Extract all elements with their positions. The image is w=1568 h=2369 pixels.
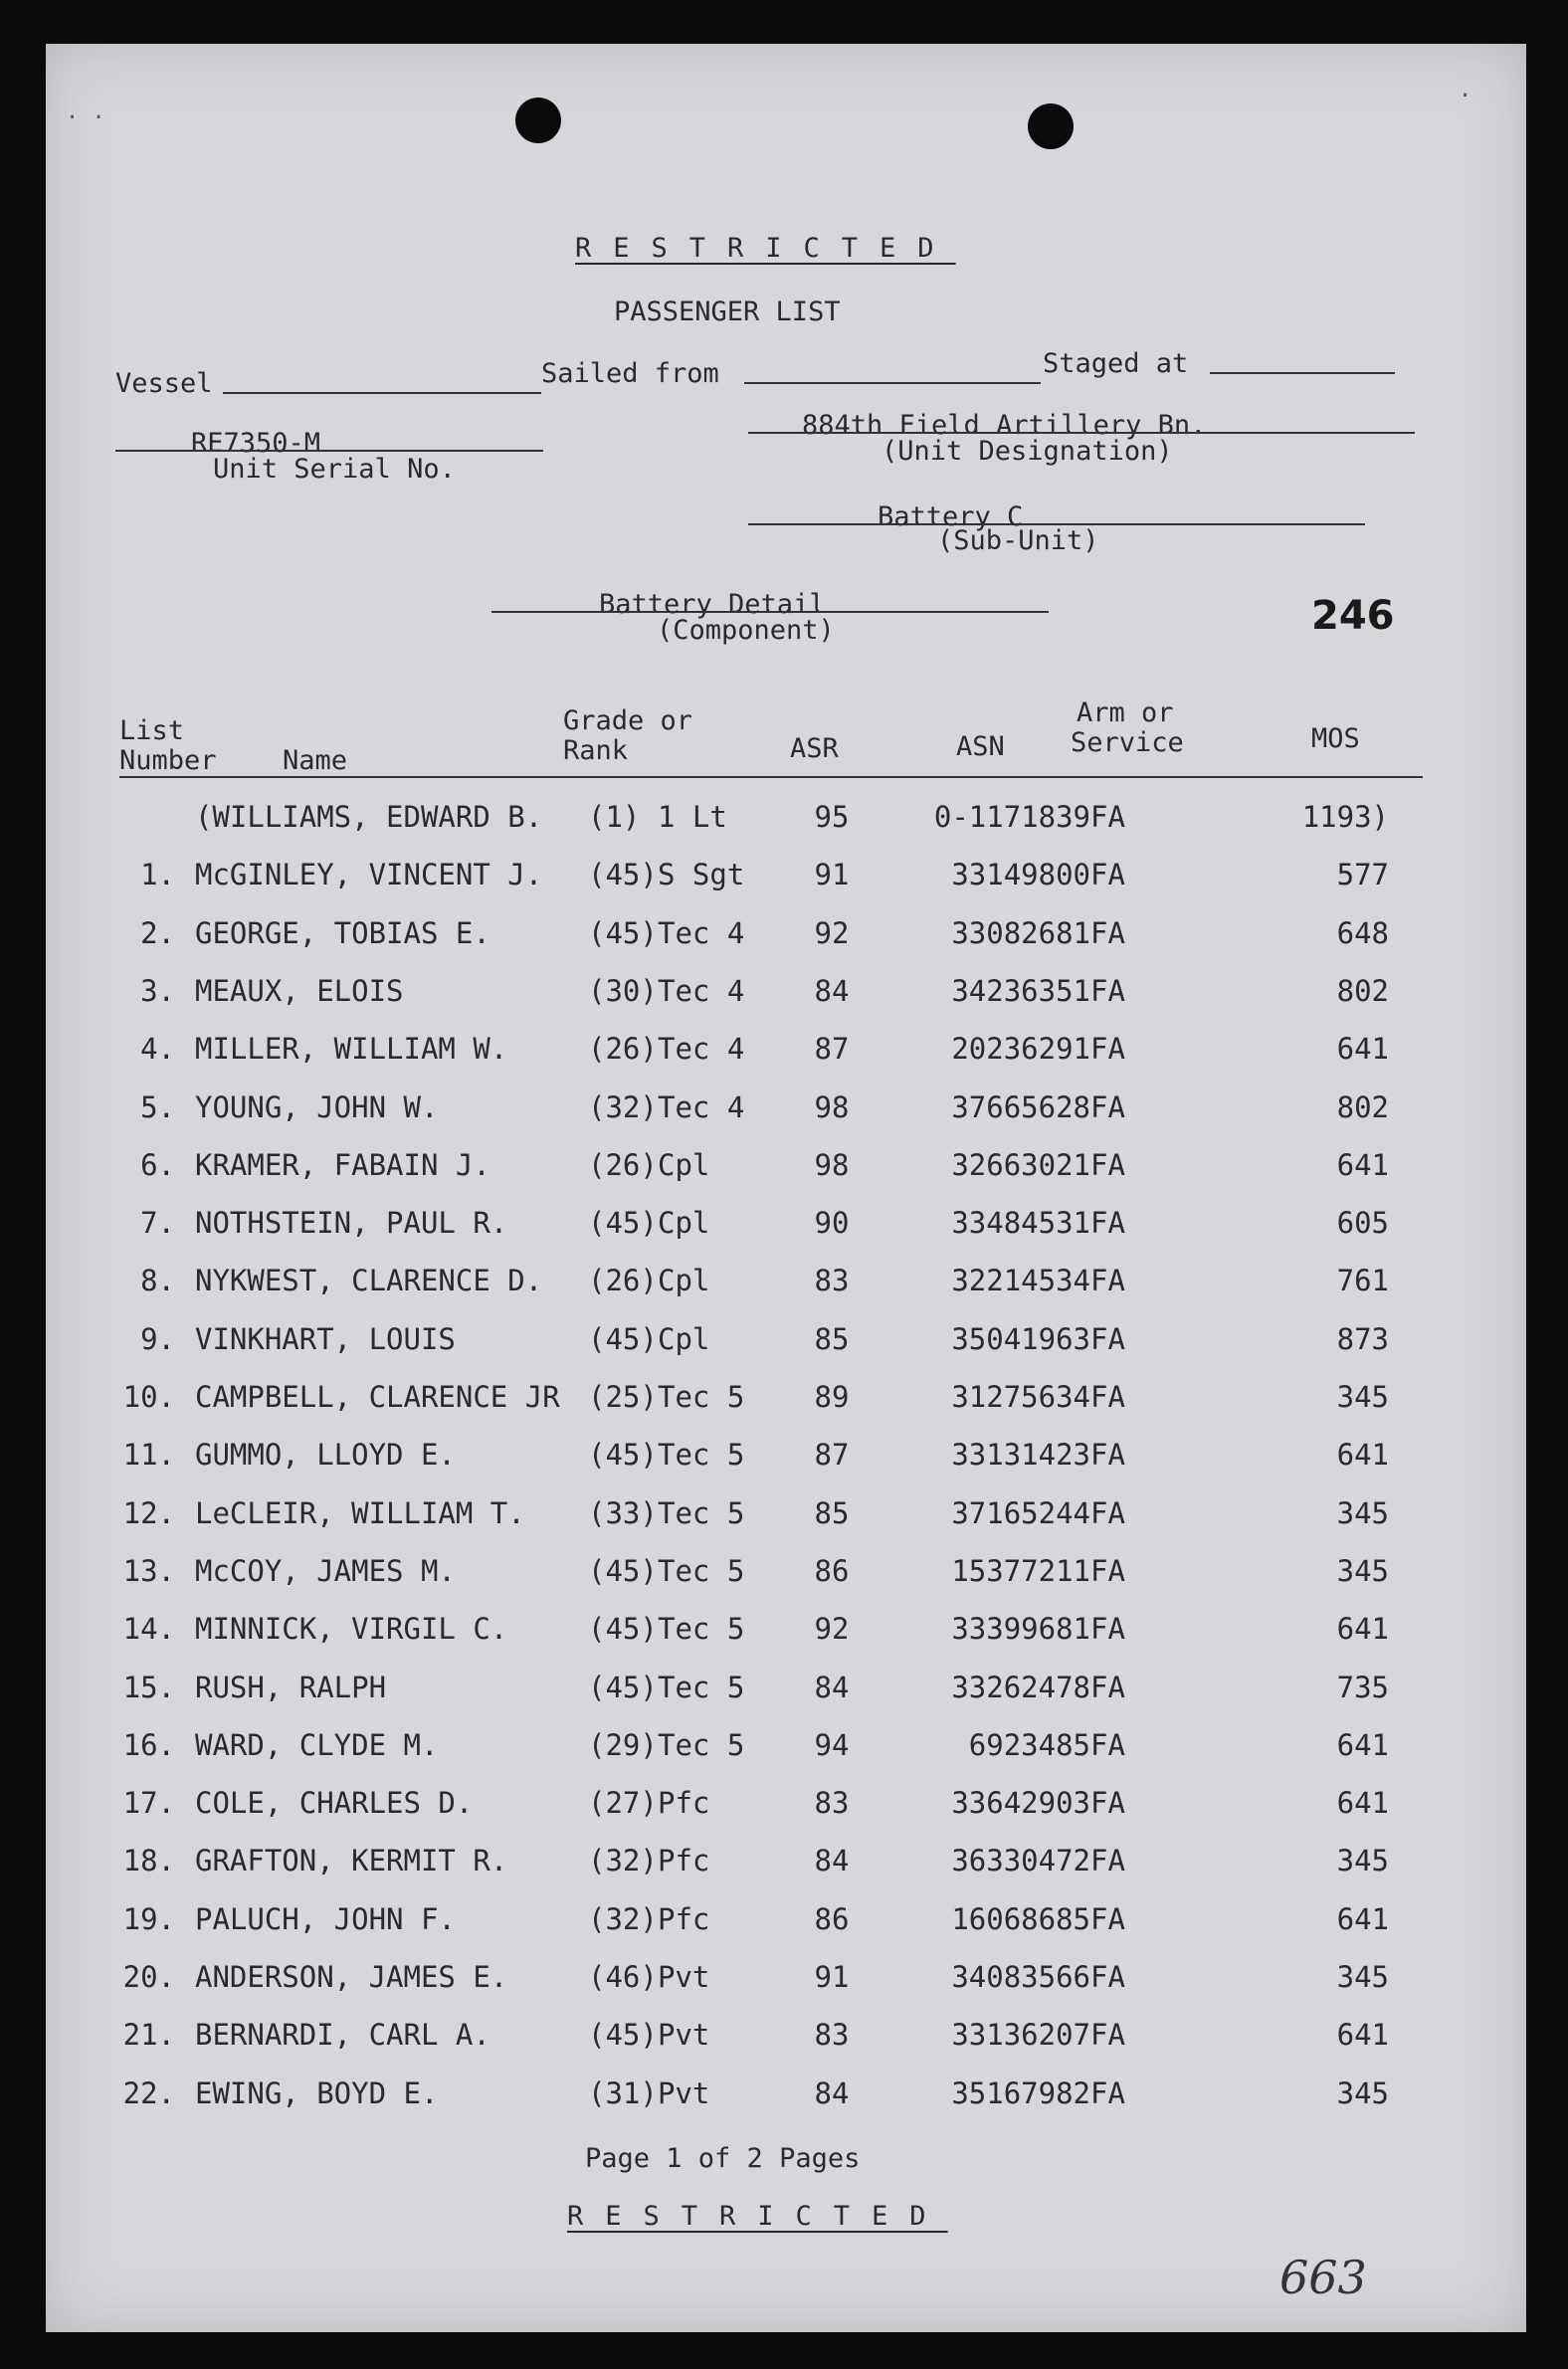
arm-service: FA xyxy=(1090,1670,1125,1704)
passenger-name: GEORGE, TOBIAS E. xyxy=(195,915,490,950)
passenger-name: (WILLIAMS, EDWARD B. xyxy=(195,800,543,834)
grade-rank: Tec 4 xyxy=(658,973,745,1008)
asr-score: 86 xyxy=(814,1901,850,1936)
vessel-label: Vessel xyxy=(115,368,213,399)
arm-service: FA xyxy=(1090,1960,1125,1994)
sailed-from-blank xyxy=(744,382,1041,384)
table-row xyxy=(46,1090,1526,1130)
sailed-from-label: Sailed from xyxy=(541,358,719,389)
asr-score: 84 xyxy=(814,1844,850,1878)
document-title: PASSENGER LIST xyxy=(614,296,841,327)
sub-unit-label: (Sub-Unit) xyxy=(937,525,1099,556)
restricted-footer: RESTRICTED xyxy=(567,2201,948,2232)
mos-code: 641 xyxy=(1336,1612,1389,1647)
table-row xyxy=(46,1380,1526,1420)
mos-code: 641 xyxy=(1336,2018,1389,2053)
table-row xyxy=(46,2018,1526,2058)
mos-code: 873 xyxy=(1336,1321,1389,1356)
unit-code: (45) xyxy=(588,2018,658,2053)
unit-code: (26) xyxy=(588,1032,658,1067)
unit-code: (31) xyxy=(588,2075,658,2110)
table-row xyxy=(46,1438,1526,1478)
grade-rank: 1 Lt xyxy=(658,800,727,834)
passenger-name: PALUCH, JOHN F. xyxy=(195,1901,456,1936)
asr-score: 92 xyxy=(814,1612,850,1647)
asn-number: 32663021 xyxy=(951,1147,1090,1182)
passenger-name: GUMMO, LLOYD E. xyxy=(195,1438,456,1473)
grade-rank: Cpl xyxy=(658,1321,710,1356)
col-asn: ASN xyxy=(956,731,1005,762)
asn-number: 34236351 xyxy=(951,973,1090,1008)
passenger-name: NOTHSTEIN, PAUL R. xyxy=(195,1206,508,1241)
list-number: 11. xyxy=(122,1438,175,1473)
handwritten-number: 663 xyxy=(1279,2251,1367,2304)
table-row xyxy=(46,1206,1526,1246)
col-grade-1: Grade or xyxy=(563,705,693,736)
col-list-number-2: Number xyxy=(119,745,217,776)
document-page xyxy=(46,44,1526,2332)
unit-code: (26) xyxy=(588,1147,658,1182)
mos-code: 345 xyxy=(1336,2075,1389,2110)
page-stamp-number: 246 xyxy=(1311,593,1395,639)
unit-code: (32) xyxy=(588,1844,658,1878)
table-row xyxy=(46,1612,1526,1652)
unit-designation-line xyxy=(748,432,1415,434)
list-number: 2. xyxy=(140,915,175,950)
unit-code: (45) xyxy=(588,915,658,950)
mos-code: 641 xyxy=(1336,1032,1389,1067)
grade-rank: Tec 5 xyxy=(658,1495,745,1530)
passenger-name: YOUNG, JOHN W. xyxy=(195,1089,439,1124)
staged-at-label: Staged at xyxy=(1043,348,1189,379)
unit-code: (45) xyxy=(588,1438,658,1473)
unit-code: (30) xyxy=(588,973,658,1008)
asn-number: 37165244 xyxy=(951,1495,1090,1530)
table-row xyxy=(46,1728,1526,1768)
grade-rank: Tec 5 xyxy=(658,1553,745,1588)
passenger-name: McCOY, JAMES M. xyxy=(195,1553,456,1588)
mos-code: 641 xyxy=(1336,1727,1389,1762)
asr-score: 92 xyxy=(814,915,850,950)
arm-service: FA xyxy=(1090,1901,1125,1936)
col-grade-2: Rank xyxy=(563,735,629,766)
asr-score: 83 xyxy=(814,1786,850,1821)
unit-serial-value: RE7350-M xyxy=(191,428,321,459)
asn-number: 35167982 xyxy=(951,2075,1090,2110)
arm-service: FA xyxy=(1090,1147,1125,1182)
asn-number: 37665628 xyxy=(951,1089,1090,1124)
grade-rank: Tec 4 xyxy=(658,915,745,950)
arm-service: FA xyxy=(1090,1380,1125,1414)
arm-service: FA xyxy=(1090,2018,1125,2053)
asn-number: 16068685 xyxy=(951,1901,1090,1936)
asr-score: 98 xyxy=(814,1147,850,1182)
mos-code: 648 xyxy=(1336,915,1389,950)
unit-code: (29) xyxy=(588,1727,658,1762)
arm-service: FA xyxy=(1090,1089,1125,1124)
passenger-name: WARD, CLYDE M. xyxy=(195,1727,439,1762)
unit-code: (27) xyxy=(588,1786,658,1821)
unit-code: (1) xyxy=(588,800,641,834)
table-row xyxy=(46,800,1526,840)
grade-rank: Tec 4 xyxy=(658,1032,745,1067)
asn-number: 35041963 xyxy=(951,1321,1090,1356)
unit-code: (45) xyxy=(588,1670,658,1704)
grade-rank: Pfc xyxy=(658,1844,710,1878)
asr-score: 85 xyxy=(814,1321,850,1356)
asn-number: 20236291 xyxy=(951,1032,1090,1067)
mos-code: 802 xyxy=(1336,973,1389,1008)
unit-serial-label: Unit Serial No. xyxy=(213,454,456,485)
unit-code: (45) xyxy=(588,858,658,892)
passenger-name: MEAUX, ELOIS xyxy=(195,973,404,1008)
table-row xyxy=(46,858,1526,897)
list-number: 1. xyxy=(140,858,175,892)
list-number: 4. xyxy=(140,1032,175,1067)
asr-score: 83 xyxy=(814,1264,850,1298)
vessel-blank xyxy=(223,392,541,394)
col-asr: ASR xyxy=(790,733,839,764)
asr-score: 84 xyxy=(814,973,850,1008)
sub-unit-value: Battery C xyxy=(878,501,1024,532)
staged-at-blank xyxy=(1210,372,1395,374)
col-name: Name xyxy=(283,745,348,776)
list-number: 21. xyxy=(122,2018,175,2053)
asn-number: 33136207 xyxy=(951,2018,1090,2053)
asr-score: 89 xyxy=(814,1380,850,1414)
table-row xyxy=(46,1032,1526,1072)
asr-score: 85 xyxy=(814,1495,850,1530)
arm-service: FA xyxy=(1090,915,1125,950)
passenger-name: GRAFTON, KERMIT R. xyxy=(195,1844,508,1878)
passenger-name: KRAMER, FABAIN J. xyxy=(195,1147,490,1182)
table-row xyxy=(46,2076,1526,2116)
list-number: 9. xyxy=(140,1321,175,1356)
unit-code: (25) xyxy=(588,1380,658,1414)
grade-rank: S Sgt xyxy=(658,858,745,892)
asr-score: 84 xyxy=(814,2075,850,2110)
asn-number: 33642903 xyxy=(951,1786,1090,1821)
grade-rank: Tec 4 xyxy=(658,1089,745,1124)
col-list-number-1: List xyxy=(119,715,185,746)
unit-designation-label: (Unit Designation) xyxy=(882,436,1173,467)
passenger-name: BERNARDI, CARL A. xyxy=(195,2018,490,2053)
mos-code: 802 xyxy=(1336,1089,1389,1124)
arm-service: FA xyxy=(1090,2075,1125,2110)
mos-code: 605 xyxy=(1336,1206,1389,1241)
asr-score: 98 xyxy=(814,1089,850,1124)
table-row xyxy=(46,1264,1526,1303)
arm-service: FA xyxy=(1090,1727,1125,1762)
mos-code: 641 xyxy=(1336,1438,1389,1473)
table-row xyxy=(46,1786,1526,1826)
unit-code: (45) xyxy=(588,1206,658,1241)
col-arm-2: Service xyxy=(1071,727,1184,758)
mos-code: 577 xyxy=(1336,858,1389,892)
mos-code: 345 xyxy=(1336,1844,1389,1878)
arm-service: FA xyxy=(1090,800,1125,834)
asr-score: 87 xyxy=(814,1438,850,1473)
arm-service: FA xyxy=(1090,1032,1125,1067)
table-row xyxy=(46,1554,1526,1594)
grade-rank: Pvt xyxy=(658,1960,710,1994)
list-number: 15. xyxy=(122,1670,175,1704)
arm-service: FA xyxy=(1090,1553,1125,1588)
asn-number: 34083566 xyxy=(951,1960,1090,1994)
passenger-name: McGINLEY, VINCENT J. xyxy=(195,858,543,892)
grade-rank: Tec 5 xyxy=(658,1612,745,1647)
table-row xyxy=(46,1671,1526,1710)
component-line xyxy=(491,611,1049,613)
list-number: 13. xyxy=(122,1553,175,1588)
passenger-name: VINKHART, LOUIS xyxy=(195,1321,456,1356)
list-number: 18. xyxy=(122,1844,175,1878)
unit-code: (32) xyxy=(588,1901,658,1936)
asr-score: 94 xyxy=(814,1727,850,1762)
table-row xyxy=(46,974,1526,1014)
arm-service: FA xyxy=(1090,1206,1125,1241)
passenger-name: CAMPBELL, CLARENCE JR xyxy=(195,1380,560,1414)
punch-hole-left xyxy=(515,98,561,143)
arm-service: FA xyxy=(1090,1844,1125,1878)
mos-code: 641 xyxy=(1336,1901,1389,1936)
arm-service: FA xyxy=(1090,858,1125,892)
list-number: 16. xyxy=(122,1727,175,1762)
asn-number: 33131423 xyxy=(951,1438,1090,1473)
asr-score: 83 xyxy=(814,2018,850,2053)
table-row xyxy=(46,1322,1526,1362)
passenger-name: MINNICK, VIRGIL C. xyxy=(195,1612,508,1647)
table-row xyxy=(46,1902,1526,1942)
arm-service: FA xyxy=(1090,1321,1125,1356)
passenger-name: ANDERSON, JAMES E. xyxy=(195,1960,508,1994)
grade-rank: Pfc xyxy=(658,1901,710,1936)
scan-speck: · · xyxy=(66,105,105,130)
grade-rank: Tec 5 xyxy=(658,1380,745,1414)
asr-score: 95 xyxy=(814,800,850,834)
scan-speck: · xyxy=(1459,84,1472,108)
list-number: 5. xyxy=(140,1089,175,1124)
table-row xyxy=(46,1496,1526,1536)
grade-rank: Tec 5 xyxy=(658,1670,745,1704)
list-number: 20. xyxy=(122,1960,175,1994)
list-number: 3. xyxy=(140,973,175,1008)
passenger-name: COLE, CHARLES D. xyxy=(195,1786,474,1821)
list-number: 12. xyxy=(122,1495,175,1530)
passenger-name: MILLER, WILLIAM W. xyxy=(195,1032,508,1067)
list-number: 19. xyxy=(122,1901,175,1936)
grade-rank: Tec 5 xyxy=(658,1438,745,1473)
asn-number: 15377211 xyxy=(951,1553,1090,1588)
grade-rank: Cpl xyxy=(658,1147,710,1182)
list-number: 14. xyxy=(122,1612,175,1647)
asr-score: 91 xyxy=(814,858,850,892)
col-mos: MOS xyxy=(1311,723,1360,754)
asr-score: 90 xyxy=(814,1206,850,1241)
passenger-name: NYKWEST, CLARENCE D. xyxy=(195,1264,543,1298)
list-number: 6. xyxy=(140,1147,175,1182)
list-number: 22. xyxy=(122,2075,175,2110)
asr-score: 91 xyxy=(814,1960,850,1994)
asn-number: 33082681 xyxy=(951,915,1090,950)
asn-number: 33149800 xyxy=(951,858,1090,892)
table-row xyxy=(46,1960,1526,2000)
asn-number: 36330472 xyxy=(951,1844,1090,1878)
asn-number: 6923485 xyxy=(968,1727,1090,1762)
grade-rank: Pvt xyxy=(658,2075,710,2110)
unit-code: (45) xyxy=(588,1612,658,1647)
restricted-header: RESTRICTED xyxy=(575,233,956,264)
mos-code: 735 xyxy=(1336,1670,1389,1704)
asn-number: 33262478 xyxy=(951,1670,1090,1704)
mos-code: 345 xyxy=(1336,1495,1389,1530)
list-number: 17. xyxy=(122,1786,175,1821)
mos-code: 345 xyxy=(1336,1960,1389,1994)
asn-number: 0-1171839 xyxy=(933,800,1090,834)
grade-rank: Pfc xyxy=(658,1786,710,1821)
mos-code: 345 xyxy=(1336,1380,1389,1414)
passenger-name: EWING, BOYD E. xyxy=(195,2075,439,2110)
unit-code: (46) xyxy=(588,1960,658,1994)
grade-rank: Cpl xyxy=(658,1264,710,1298)
arm-service: FA xyxy=(1090,973,1125,1008)
unit-code: (45) xyxy=(588,1321,658,1356)
unit-designation-value: 884th Field Artillery Bn. xyxy=(802,410,1207,441)
table-row xyxy=(46,1844,1526,1883)
list-number: 7. xyxy=(140,1206,175,1241)
col-arm-1: Arm or xyxy=(1077,697,1174,728)
grade-rank: Pvt xyxy=(658,2018,710,2053)
asr-score: 86 xyxy=(814,1553,850,1588)
list-number: 8. xyxy=(140,1264,175,1298)
unit-code: (33) xyxy=(588,1495,658,1530)
mos-code: 761 xyxy=(1336,1264,1389,1298)
asr-score: 84 xyxy=(814,1670,850,1704)
punch-hole-right xyxy=(1028,103,1074,149)
arm-service: FA xyxy=(1090,1438,1125,1473)
unit-code: (32) xyxy=(588,1089,658,1124)
unit-code: (45) xyxy=(588,1553,658,1588)
component-label: (Component) xyxy=(657,615,835,646)
list-number: 10. xyxy=(122,1380,175,1414)
mos-code: 1193) xyxy=(1301,800,1389,834)
grade-rank: Cpl xyxy=(658,1206,710,1241)
arm-service: FA xyxy=(1090,1612,1125,1647)
mos-code: 641 xyxy=(1336,1786,1389,1821)
arm-service: FA xyxy=(1090,1786,1125,1821)
arm-service: FA xyxy=(1090,1495,1125,1530)
unit-serial-line xyxy=(115,450,543,452)
passenger-name: RUSH, RALPH xyxy=(195,1670,387,1704)
asn-number: 32214534 xyxy=(951,1264,1090,1298)
passenger-name: LeCLEIR, WILLIAM T. xyxy=(195,1495,525,1530)
asn-number: 33484531 xyxy=(951,1206,1090,1241)
unit-code: (26) xyxy=(588,1264,658,1298)
mos-code: 641 xyxy=(1336,1147,1389,1182)
table-row xyxy=(46,916,1526,956)
asn-number: 33399681 xyxy=(951,1612,1090,1647)
component-value: Battery Detail xyxy=(599,589,826,620)
page-count: Page 1 of 2 Pages xyxy=(585,2143,861,2174)
mos-code: 345 xyxy=(1336,1553,1389,1588)
grade-rank: Tec 5 xyxy=(658,1727,745,1762)
asn-number: 31275634 xyxy=(951,1380,1090,1414)
table-row xyxy=(46,1148,1526,1188)
arm-service: FA xyxy=(1090,1264,1125,1298)
column-header-rule xyxy=(119,776,1423,778)
asr-score: 87 xyxy=(814,1032,850,1067)
